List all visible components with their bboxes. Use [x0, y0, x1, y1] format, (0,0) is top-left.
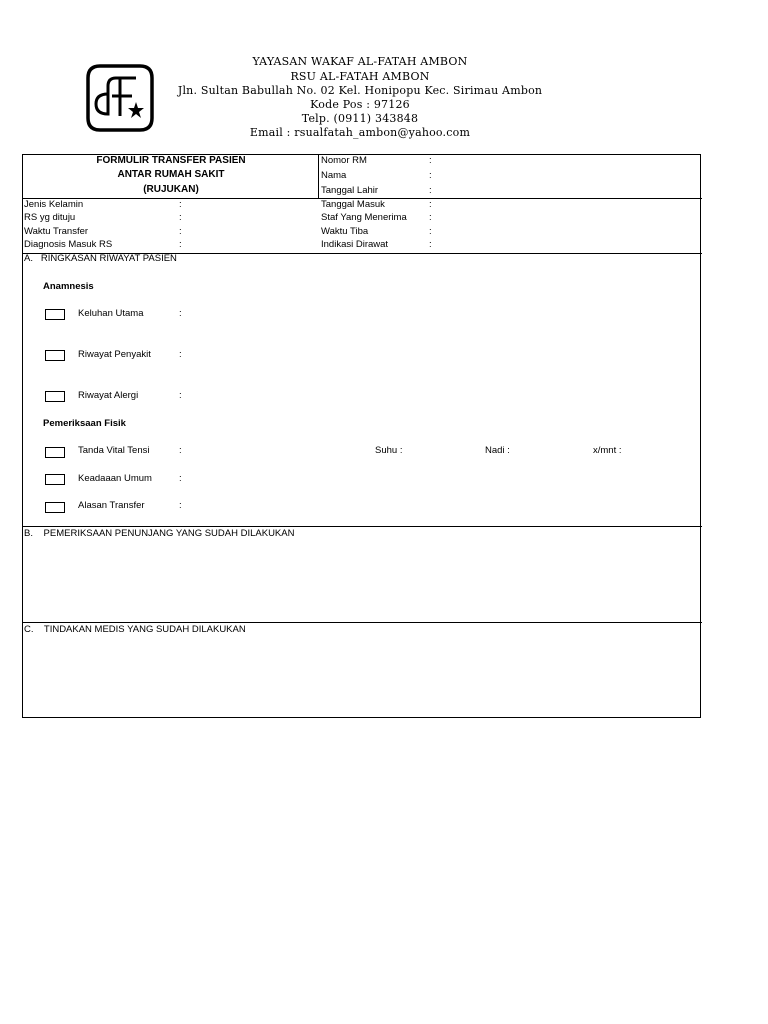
anamnesis-heading: Anamnesis: [43, 281, 94, 292]
keluhan-label: Keluhan Utama: [78, 308, 144, 319]
divider-line: [22, 622, 702, 623]
foundation-name: YAYASAN WAKAF AL-FATAH AMBON: [252, 55, 468, 68]
field-label-staf: Staf Yang Menerima: [321, 212, 407, 223]
field-colon: :: [429, 199, 432, 210]
field-label-tanggal-lahir: Tanggal Lahir: [321, 185, 379, 196]
section-a-heading: A. RINGKASAN RIWAYAT PASIEN: [24, 253, 177, 264]
phone-number: Telp. (0911) 343848: [301, 112, 419, 125]
divider-line: [22, 526, 702, 527]
field-colon: :: [179, 390, 182, 401]
hospital-logo: [86, 64, 154, 132]
field-label-waktu-transfer: Waktu Transfer: [24, 226, 89, 237]
form-title: FORMULIR TRANSFER PASIEN: [96, 155, 246, 166]
section-c-heading: C. TINDAKAN MEDIS YANG SUDAH DILAKUKAN: [24, 624, 246, 635]
nadi-label: Nadi :: [485, 445, 510, 456]
suhu-label: Suhu :: [375, 445, 403, 456]
tanda-vital-checkbox[interactable]: [45, 447, 65, 458]
email-address: Email : rsualfatah_ambon@yahoo.com: [249, 126, 471, 139]
field-colon: :: [179, 199, 182, 210]
field-colon: :: [429, 239, 432, 250]
field-colon: :: [429, 185, 432, 196]
form-title: (RUJUKAN): [143, 184, 199, 195]
pemeriksaan-fisik-heading: Pemeriksaan Fisik: [43, 418, 126, 429]
field-colon: :: [179, 239, 182, 250]
riwayat-alergi-label: Riwayat Alergi: [78, 390, 139, 401]
postal-code: Kode Pos : 97126: [310, 98, 410, 111]
tanda-vital-label: Tanda Vital Tensi: [78, 445, 150, 456]
alasan-transfer-checkbox[interactable]: [45, 502, 65, 513]
field-label-nama: Nama: [321, 170, 347, 181]
xmnt-label: x/mnt :: [593, 445, 622, 456]
hospital-address: Jln. Sultan Babullah No. 02 Kel. Honipopu Kec. Sirimau Ambon: [177, 84, 543, 97]
hospital-name: RSU AL-FATAH AMBON: [290, 70, 430, 83]
field-label-diagnosis: Diagnosis Masuk RS: [24, 239, 113, 250]
riwayat-alergi-checkbox[interactable]: [45, 391, 65, 402]
field-colon: :: [179, 308, 182, 319]
riwayat-penyakit-label: Riwayat Penyakit: [78, 349, 151, 360]
field-label-waktu-tiba: Waktu Tiba: [321, 226, 369, 237]
field-label-indikasi: Indikasi Dirawat: [321, 239, 389, 250]
alasan-transfer-label: Alasan Transfer: [78, 500, 145, 511]
field-colon: :: [179, 212, 182, 223]
field-colon: :: [179, 445, 182, 456]
keluhan-checkbox[interactable]: [45, 309, 65, 320]
riwayat-penyakit-checkbox[interactable]: [45, 350, 65, 361]
field-label-tanggal-masuk: Tanggal Masuk: [321, 199, 385, 210]
field-colon: :: [179, 500, 182, 511]
keadaan-umum-label: Keadaaan Umum: [78, 473, 152, 484]
field-colon: :: [179, 473, 182, 484]
section-b-heading: B. PEMERIKSAAN PENUNJANG YANG SUDAH DILAKUKAN: [24, 528, 295, 539]
field-colon: :: [429, 226, 432, 237]
form-title: ANTAR RUMAH SAKIT: [117, 169, 225, 180]
title-divider: [318, 154, 319, 198]
field-label-nomor-rm: Nomor RM: [321, 155, 367, 166]
field-colon: :: [429, 170, 432, 181]
keadaan-umum-checkbox[interactable]: [45, 474, 65, 485]
field-colon: :: [179, 226, 182, 237]
field-colon: :: [179, 349, 182, 360]
field-label-rs-dituju: RS yg dituju: [24, 212, 76, 223]
field-colon: :: [429, 212, 432, 223]
field-colon: :: [429, 155, 432, 166]
field-label-jenis-kelamin: Jenis Kelamin: [24, 199, 84, 210]
